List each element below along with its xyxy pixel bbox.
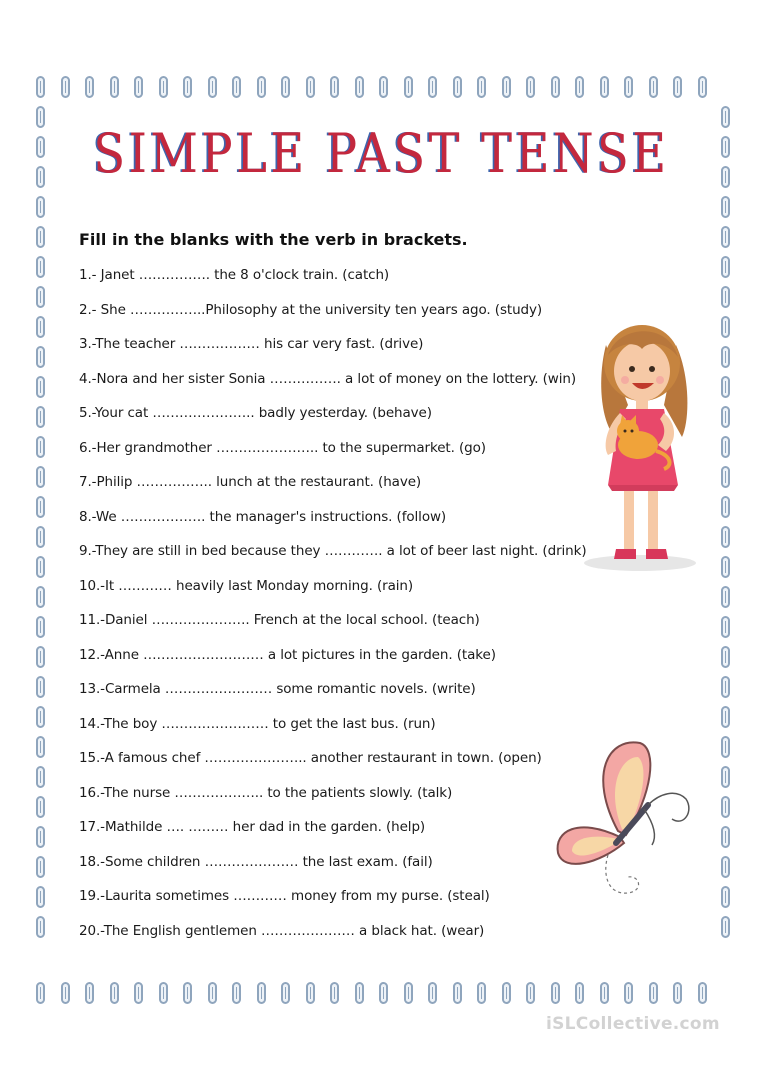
paperclip-icon — [624, 76, 633, 98]
paperclip-icon — [721, 856, 730, 878]
paperclip-icon — [110, 982, 119, 1004]
paperclip-icon — [721, 466, 730, 488]
paperclip-icon — [551, 76, 560, 98]
paperclip-icon — [36, 676, 45, 698]
paperclip-icon — [36, 196, 45, 218]
exercise-item: 2.- She ……………..Philosophy at the university ten years ago. (study) — [79, 301, 543, 318]
exercise-item: 13.-Carmela …………………… some romantic novels. (write) — [79, 681, 476, 697]
paperclip-icon — [159, 982, 168, 1004]
exercise-item: 10.-It ………… heavily last Monday morning. (rain) — [79, 577, 414, 594]
paperclip-icon — [673, 76, 682, 98]
paperclip-icon — [721, 106, 730, 128]
paperclip-icon — [551, 982, 560, 1004]
paperclip-icon — [36, 886, 45, 908]
paperclip-icon — [36, 616, 45, 638]
paperclip-icon — [721, 796, 730, 818]
paperclip-icon — [600, 76, 609, 98]
exercise-item: 18.-Some children ………………… the last exam. (fail) — [79, 853, 433, 870]
exercise-item: 11.-Daniel …………………. French at the local school. (teach) — [79, 612, 480, 628]
paperclip-icon — [721, 166, 730, 188]
paperclip-icon — [85, 982, 94, 1004]
paperclip-icon — [306, 76, 315, 98]
paperclip-icon — [698, 76, 707, 98]
paperclip-icon — [36, 466, 45, 488]
paperclip-icon — [281, 76, 290, 98]
paperclip-icon — [721, 886, 730, 908]
paperclip-icon — [36, 166, 45, 188]
paperclip-icon — [721, 196, 730, 218]
paperclip-icon — [355, 76, 364, 98]
paperclip-icon — [36, 256, 45, 278]
paperclip-icon — [721, 766, 730, 788]
paperclip-icon — [721, 136, 730, 158]
girl-with-cat-illustration — [578, 305, 708, 577]
paperclip-icon — [721, 646, 730, 668]
paperclip-icon — [36, 736, 45, 758]
exercise-item: 3.-The teacher ……………… his car very fast. (drive) — [79, 336, 424, 352]
paperclip-icon — [36, 556, 45, 578]
paperclip-icon — [721, 316, 730, 338]
paperclip-icon — [721, 496, 730, 518]
paperclip-icon — [477, 982, 486, 1004]
paperclip-icon — [306, 982, 315, 1004]
paperclip-icon — [134, 76, 143, 98]
paperclip-icon — [404, 76, 413, 98]
exercise-item: 7.-Philip …………….. lunch at the restaurant. (have) — [79, 474, 422, 490]
paperclip-icon — [36, 346, 45, 368]
paperclip-icon — [36, 826, 45, 848]
paperclip-icon — [721, 676, 730, 698]
paperclip-icon — [721, 916, 730, 938]
paperclip-icon — [36, 496, 45, 518]
paperclip-icon — [600, 982, 609, 1004]
paperclip-icon — [721, 376, 730, 398]
exercise-list — [79, 267, 587, 957]
paperclip-icon — [330, 76, 339, 98]
exercise-item: 6.-Her grandmother ………………….. to the supermarket. (go) — [79, 439, 486, 456]
paperclip-icon — [36, 76, 45, 98]
paperclip-icon — [257, 76, 266, 98]
paperclip-icon — [36, 856, 45, 878]
paperclip-icon — [721, 286, 730, 308]
paperclip-icon — [36, 982, 45, 1004]
paperclip-icon — [36, 226, 45, 248]
paperclip-icon — [575, 982, 584, 1004]
paperclip-icon — [36, 406, 45, 428]
paperclip-icon — [36, 646, 45, 668]
paperclip-icon — [428, 982, 437, 1004]
paperclip-icon — [379, 982, 388, 1004]
paperclip-icon — [208, 76, 217, 98]
paperclip-icon — [232, 982, 241, 1004]
paperclip-icon — [453, 76, 462, 98]
exercise-item: 12.-Anne ……………………… a lot pictures in the garden. (take) — [79, 646, 496, 663]
paperclip-icon — [36, 766, 45, 788]
paperclip-icon — [673, 982, 682, 1004]
paperclip-icon — [721, 226, 730, 248]
paperclip-icon — [721, 406, 730, 428]
paperclip-icon — [36, 136, 45, 158]
paperclip-icon — [453, 982, 462, 1004]
watermark: iSLCollective.com — [546, 1014, 720, 1034]
paperclip-icon — [721, 346, 730, 368]
paperclip-icon — [232, 76, 241, 98]
paperclip-icon — [36, 436, 45, 458]
paperclip-icon — [649, 76, 658, 98]
exercise-item: 14.-The boy …………………… to get the last bus. (run) — [79, 715, 436, 732]
paperclip-icon — [502, 982, 511, 1004]
exercise-item: 15.-A famous chef ………………….. another restaurant in town. (open) — [79, 750, 542, 766]
paperclip-icon — [36, 586, 45, 608]
paperclip-icon — [721, 256, 730, 278]
exercise-item: 19.-Laurita sometimes ………… money from my purse. (steal) — [79, 888, 490, 904]
paperclip-icon — [721, 616, 730, 638]
paperclip-icon — [379, 76, 388, 98]
paperclip-icon — [183, 982, 192, 1004]
exercise-item: 5.-Your cat ………………….. badly yesterday. (behave) — [79, 405, 432, 421]
paperclip-icon — [36, 316, 45, 338]
paperclip-icon — [721, 586, 730, 608]
paperclip-icon — [183, 76, 192, 98]
instruction-text: Fill in the blanks with the verb in brackets. — [79, 230, 468, 249]
paperclip-icon — [502, 76, 511, 98]
paperclip-icon — [575, 76, 584, 98]
paperclip-icon — [721, 826, 730, 848]
exercise-item: 8.-We ………………. the manager's instructions. (follow) — [79, 508, 447, 525]
paperclip-icon — [208, 982, 217, 1004]
paperclip-icon — [698, 982, 707, 1004]
paperclip-icon — [61, 76, 70, 98]
paperclip-icon — [36, 106, 45, 128]
paperclip-icon — [721, 526, 730, 548]
paperclip-icon — [36, 706, 45, 728]
exercise-item: 17.-Mathilde …. ……… her dad in the garden. (help) — [79, 819, 426, 835]
exercise-item: 9.-They are still in bed because they …………. a lot of beer last night. (drink) — [79, 543, 587, 559]
paperclip-icon — [159, 76, 168, 98]
paperclip-icon — [404, 982, 413, 1004]
paperclip-icon — [721, 706, 730, 728]
exercise-item: 16.-The nurse ……………….. to the patients slowly. (talk) — [79, 784, 453, 801]
paperclip-icon — [134, 982, 143, 1004]
paperclip-icon — [721, 736, 730, 758]
paperclip-icon — [721, 556, 730, 578]
paperclip-icon — [721, 436, 730, 458]
paperclip-icon — [36, 796, 45, 818]
butterfly-illustration — [548, 735, 703, 915]
exercise-item: 20.-The English gentlemen ………………… a black hat. (wear) — [79, 922, 485, 939]
paperclip-icon — [281, 982, 290, 1004]
paperclip-icon — [36, 526, 45, 548]
paperclip-icon — [330, 982, 339, 1004]
paperclip-icon — [355, 982, 364, 1004]
paperclip-icon — [110, 76, 119, 98]
paperclip-icon — [526, 982, 535, 1004]
paperclip-icon — [36, 376, 45, 398]
exercise-item: 1.- Janet ……………. the 8 o'clock train. (catch) — [79, 267, 390, 283]
paperclip-icon — [428, 76, 437, 98]
paperclip-icon — [36, 916, 45, 938]
paperclip-icon — [649, 982, 658, 1004]
paperclip-icon — [477, 76, 486, 98]
paperclip-icon — [624, 982, 633, 1004]
exercise-item: 4.-Nora and her sister Sonia ……………. a lot of money on the lottery. (win) — [79, 370, 577, 387]
paperclip-icon — [85, 76, 94, 98]
paperclip-icon — [61, 982, 70, 1004]
paperclip-icon — [257, 982, 266, 1004]
paperclip-icon — [526, 76, 535, 98]
paperclip-icon — [36, 286, 45, 308]
page-title: SIMPLE PAST TENSE — [93, 122, 670, 185]
